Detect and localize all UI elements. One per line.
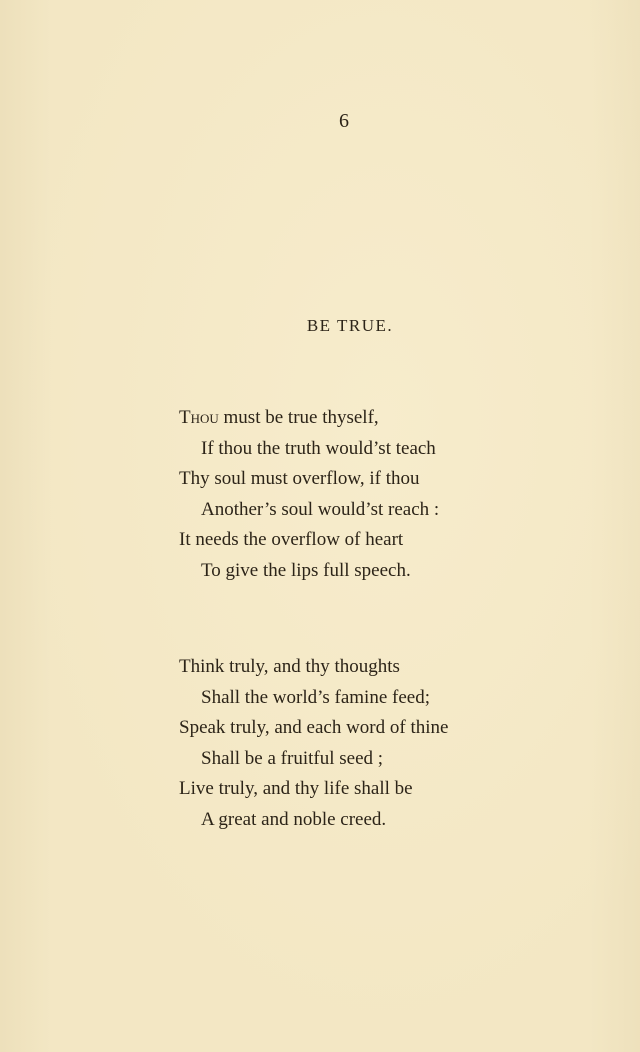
poem-line: It needs the overflow of heart — [179, 529, 404, 550]
poem-line: To give the lips full speech. — [201, 559, 411, 581]
poem-line: Speak truly, and each word of thine — [179, 717, 449, 738]
page-number: 6 — [339, 110, 349, 132]
line-text: must be true thyself, — [218, 407, 379, 428]
poem-line: Another’s soul would’st reach : — [201, 498, 440, 520]
poem-line: Live truly, and thy life shall be — [179, 778, 413, 799]
poem-stanza-2 — [179, 652, 579, 835]
poem-line: A great and noble creed. — [201, 808, 387, 830]
drop-word: Thou — [179, 407, 219, 428]
poem-stanza-1 — [179, 403, 579, 586]
poem-line: Shall the world’s famine feed; — [201, 686, 430, 708]
poem-line: Shall be a fruitful seed ; — [201, 747, 384, 769]
poem-line — [179, 403, 579, 434]
poem-title: BE TRUE. — [306, 316, 394, 335]
poem-line: Think truly, and thy thoughts — [179, 656, 400, 677]
poem-line: If thou the truth would’st teach — [201, 437, 436, 459]
poem-line: Thy soul must overflow, if thou — [179, 468, 420, 489]
